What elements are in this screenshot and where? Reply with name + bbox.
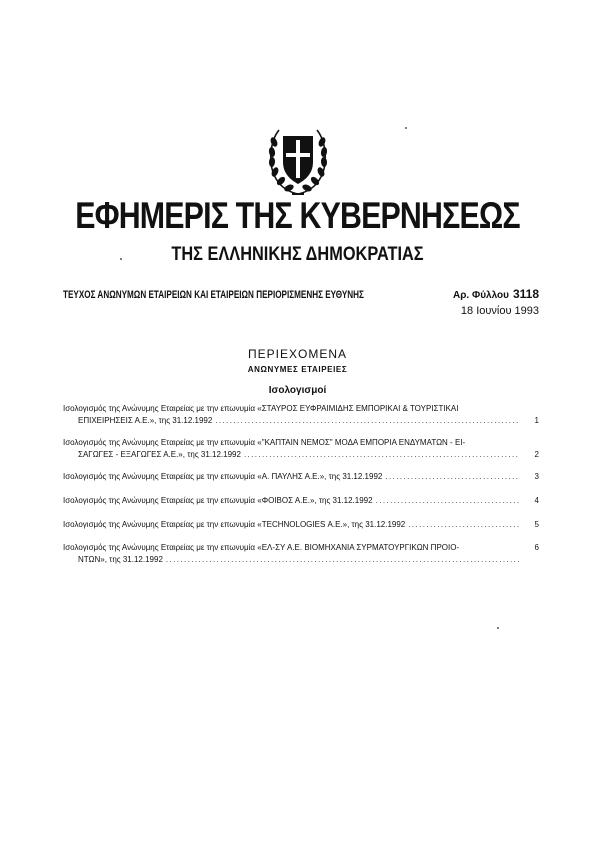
leader-dots: [376, 495, 519, 507]
contents-entry: [63, 495, 539, 507]
entry-text: Ισολογισμός της Ανώνυμης Εταιρείας με την επωνυμία «ΣΤΑΥΡΟΣ ΕΥΦΡΑΙΜΙΔΗΣ ΕΜΠΟΡΙΚΑΙ & ΤΟΥΡΙΣΤΙΚΑΙ: [63, 404, 459, 413]
contents-entry: [63, 542, 539, 566]
entry-text: Ισολογισμός της Ανώνυμης Εταιρείας με την επωνυμία «ΕΛ-ΣΥ Α.Ε. ΒΙΟΜΗΧΑΝΙΑ ΣΥΡΜΑΤΟΥΡΓΙΚΩΝ ΠΡΟΙΟ-: [63, 543, 460, 552]
section-heading: ΑΝΩΝΥΜΕΣ ΕΤΑΙΡΕΙΕΣ: [247, 365, 348, 374]
entry-text: Ισολογισμός της Ανώνυμης Εταιρείας με την επωνυμία «Α. ΠΑΥΛΗΣ Α.Ε.», της 31.12.1992: [63, 472, 383, 481]
scan-speck: [120, 258, 122, 260]
leader-dots: [166, 554, 519, 566]
contents-entry: [63, 519, 539, 531]
entry-text: Ισολογισμός της Ανώνυμης Εταιρείας με την επωνυμία «ΦΟΙΒΟΣ Α.Ε.», της 31.12.1992: [63, 496, 373, 505]
entry-text: Ισολογισμός της Ανώνυμης Εταιρείας με την επωνυμία «TECHNOLOGIES Α.Ε.», της 31.12.1992: [63, 520, 406, 529]
sheet-number: [453, 287, 539, 301]
scan-speck: [497, 627, 499, 629]
entry-text-continued: ΣΑΓΩΓΕΣ - ΕΞΑΓΩΓΕΣ Α.Ε.», της 31.12.1992: [78, 450, 241, 459]
issue-info-row: [63, 287, 539, 303]
gazette-title: ΕΦΗΜΕΡΙΣ ΤΗΣ ΚΥΒΕΡΝΗΣΕΩΣ: [75, 195, 520, 236]
sheet-number-value: 3118: [512, 287, 539, 301]
entry-page-number: 6: [534, 543, 539, 552]
scan-speck: [405, 127, 407, 129]
leader-dots: [244, 449, 519, 461]
entry-page-number: 4: [534, 496, 539, 505]
subsection-heading: Ισολογισμοί: [268, 385, 327, 396]
entry-text: Ισολογισμός της Ανώνυμης Εταιρείας με την επωνυμία «"ΚΑΠΤΑΙΝ ΝΕΜΟΣ" ΜΟΔΑ ΕΜΠΟΡΙΑ ΕΝΔΥΜΑΤΩΝ - ΕΙ-: [63, 438, 466, 447]
contents-entry: [63, 437, 539, 461]
entry-text-continued: ΝΤΩΝ», της 31.12.1992: [78, 555, 163, 564]
leader-dots: [215, 415, 519, 427]
contents-entry: [63, 471, 539, 483]
issue-type: ΤΕΥΧΟΣ ΑΝΩΝΥΜΩΝ ΕΤΑΙΡΕΙΩΝ ΚΑΙ ΕΤΑΙΡΕΙΩΝ ΠΕΡΙΟΡΙΣΜΕΝΗΣ ΕΥΘΥΝΗΣ: [63, 289, 364, 301]
sheet-number-label: Αρ. Φύλλου: [453, 290, 509, 301]
entry-page-number: 5: [534, 520, 539, 529]
contents-entry: [63, 403, 539, 427]
issue-date: 18 Ιουνίου 1993: [460, 305, 539, 317]
entry-page-number: 1: [534, 416, 539, 425]
entry-page-number: 3: [534, 472, 539, 481]
contents-heading: ΠΕΡΙΕΧΟΜΕΝΑ: [247, 347, 348, 361]
coat-of-arms-emblem: [265, 122, 331, 198]
leader-dots: [385, 471, 519, 483]
contents-list: [63, 401, 539, 566]
entry-page-number: 2: [534, 450, 539, 459]
gazette-subtitle: ΤΗΣ ΕΛΛΗΝΙΚΗΣ ΔΗΜΟΚΡΑΤΙΑΣ: [171, 244, 424, 265]
entry-text-continued: ΕΠΙΧΕΙΡΗΣΕΙΣ Α.Ε.», της 31.12.1992: [78, 416, 213, 425]
leader-dots: [408, 519, 519, 531]
